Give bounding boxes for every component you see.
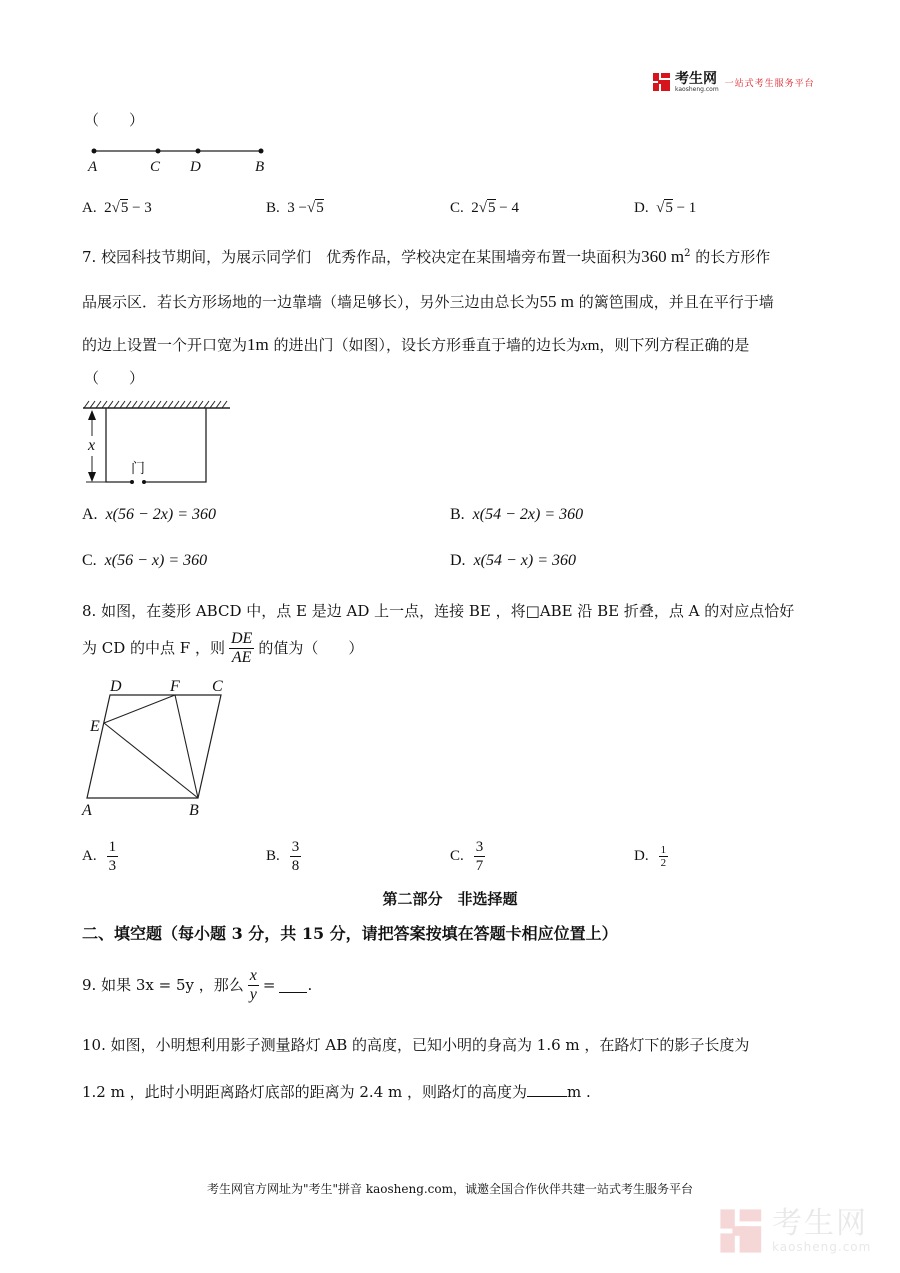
q7-line-3 [82,335,749,356]
q7-text: 的进出门（如图），设长方形垂直于墙的边长为 [268,336,582,354]
option-radicand: 5 [488,200,496,216]
option-label: B. [266,848,280,864]
q8-line-2 [82,628,363,668]
fraction-numerator: DE [230,629,253,647]
header-logo [652,71,815,93]
logo-slogan: 一站式考生服务平台 [724,78,815,89]
option-label: B. [266,200,280,216]
q8-line-1: 8. 如图，在菱形 ABCD 中，点 E 是边 AD 上一点，连接 BE ，将□ABE 沿 BE 折叠，点 A 的对应点恰好 [82,602,795,620]
option-expr: x(56 − x) = 360 [104,552,208,569]
rhombus-abcd [87,695,221,798]
q7-option-b[interactable] [450,505,583,525]
arrow-down-icon [88,472,96,482]
point-d [196,149,201,154]
label-d: D [110,678,122,695]
option-tail: − 1 [676,200,697,216]
q8-option-a[interactable] [82,835,118,877]
fraction-numerator: 1 [108,838,117,855]
fraction-denominator: 2 [660,856,667,869]
q7-area: 360 m [641,247,685,266]
q7-line-1 [82,244,770,267]
q7-text: 7. 校园科技节期间，为展示同学们 优秀作品，学校决定在某围墙旁布置一块面积为 [82,248,642,266]
option-label: A. [82,506,98,523]
label-a: A [82,802,92,819]
q7-option-d[interactable] [450,551,576,571]
q9 [82,964,312,1006]
q7-unit: m [587,338,600,354]
fraction-numerator: 1 [660,843,667,856]
q7-paren: （ ） [84,369,145,387]
q7-area-sup: 2 [684,248,691,259]
q7-fence: 55 m [539,292,574,311]
q6-option-a[interactable]: A. 2√5 − 3 [82,200,152,216]
wall-hatching [84,401,227,408]
option-expr: x(56 − 2x) = 360 [105,506,217,523]
q7-option-a[interactable] [82,505,216,525]
label-d: D [190,159,201,175]
fraction-denominator: 7 [475,857,484,874]
q8-fraction [229,630,254,667]
option-label: C. [450,200,464,216]
q9-answer-blank[interactable] [279,978,307,993]
logo-domain: kaosheng.com [675,85,719,93]
watermark-name: 考生网 [772,1206,868,1241]
gate-post-left [130,480,134,484]
watermark-domain: kaosheng.com [772,1240,872,1254]
label-b: B [189,802,199,819]
option-label: A. [82,848,97,864]
section-title: 二、填空题（每小题 3 分，共 15 分，请把答案按填在答题卡相应位置上） [82,924,618,943]
gate-post-right [142,480,146,484]
label-b: B [255,159,265,175]
option-radicand: 5 [665,200,673,216]
option-label: D. [634,848,649,864]
q8-option-b[interactable] [266,835,301,877]
option-label: D. [634,200,649,216]
q7-text: ，则下列方程正确的是 [599,336,750,354]
option-expr: x(54 − x) = 360 [473,552,577,569]
q6-paren: （ ） [84,111,145,129]
fraction-denominator: 8 [291,857,300,874]
option-label: C. [450,848,464,864]
point-b [259,149,264,154]
q8-option-d[interactable] [634,835,668,877]
option-fraction [107,838,119,875]
figure-x-label: x [88,437,96,454]
watermark-logo [718,1207,871,1255]
q8-option-c[interactable] [450,835,485,877]
q7-gate: 1m [247,335,269,354]
q8-rhombus-figure [80,680,240,815]
q6-line-figure [80,140,280,180]
q10-answer-blank[interactable] [527,1082,567,1097]
fraction-numerator: 3 [475,838,484,855]
q10-line-2 [82,1082,591,1102]
q7-text: 的边上设置一个开口宽为 [82,336,248,354]
kaosheng-logo-icon [652,72,672,92]
q7-text: 的长方形作 [690,248,771,266]
option-fraction [474,838,486,875]
q9-fraction [248,967,259,1004]
option-tail: − 3 [132,200,152,216]
q7-wall-figure [80,398,235,488]
label-e: E [90,718,100,735]
option-fraction [290,838,302,875]
q10-text: m . [567,1083,591,1101]
logo-name: 考生网 [675,70,717,87]
label-a: A [88,159,98,175]
fraction-numerator: 3 [291,838,300,855]
q8-text: 的值为（ ） [258,639,364,657]
q6-option-b[interactable]: B. 3 −√5 [266,200,324,216]
option-coef: 2 [471,200,479,216]
option-label: C. [82,552,97,569]
q9-equals: = [262,976,276,994]
label-c: C [212,678,223,695]
option-coef: 3 − [287,200,307,216]
arrow-up-icon [88,410,96,420]
fraction-denominator: AE [231,648,252,666]
fence-right [144,408,206,482]
part-two-title: 第二部分 非选择题 [382,890,518,908]
q7-text: 品展示区．若长方形场地的一边靠墙（墙足够长），另外三边由总长为 [82,293,540,311]
option-radicand: 5 [120,200,129,216]
q6-option-c[interactable]: C. 2√5 − 4 [450,200,519,216]
q10-line-1: 10. 如图，小明想利用影子测量路灯 AB 的高度，已知小明的身高为 1.6 m ，在路灯下的影子长度为 [82,1036,750,1054]
label-f: F [170,678,180,695]
fraction-numerator: x [249,966,257,984]
figure-door-label: 门 [131,461,145,477]
q7-var: x [581,338,588,354]
fraction-denominator: y [249,985,257,1003]
q10-text: 1.2 m ，此时小明距离路灯底部的距离为 2.4 m ，则路灯的高度为 [82,1083,527,1101]
option-label: A. [82,200,97,216]
option-expr: x(54 − 2x) = 360 [472,506,584,523]
option-label: B. [450,506,465,523]
fraction-denominator: 3 [108,857,117,874]
point-c [156,149,161,154]
fence-left [106,408,132,482]
q7-line-2 [82,292,774,312]
q8-text: 为 CD 的中点 F ，则 [82,639,225,657]
option-coef: 2 [104,200,112,216]
q9-text: 9. 如果 3x = 5y ，那么 [82,976,244,994]
segment-ef [104,695,175,723]
option-tail: − 4 [499,200,519,216]
label-c: C [150,159,161,175]
option-radicand: 5 [316,200,324,216]
point-a [92,149,97,154]
q7-option-c[interactable] [82,551,207,571]
footer-text: 考生网官方网址为"考生"拼音 kaosheng.com，诚邀全国合作伙伴共建一站式考生服务平台 [206,1182,694,1196]
option-label: D. [450,552,466,569]
watermark-logo-icon [718,1207,766,1255]
option-fraction [659,844,669,869]
q6-option-d[interactable]: D. √5 − 1 [634,200,697,216]
q9-period: . [307,976,313,994]
q7-text: 的篱笆围成，并且在平行于墙 [574,293,774,311]
